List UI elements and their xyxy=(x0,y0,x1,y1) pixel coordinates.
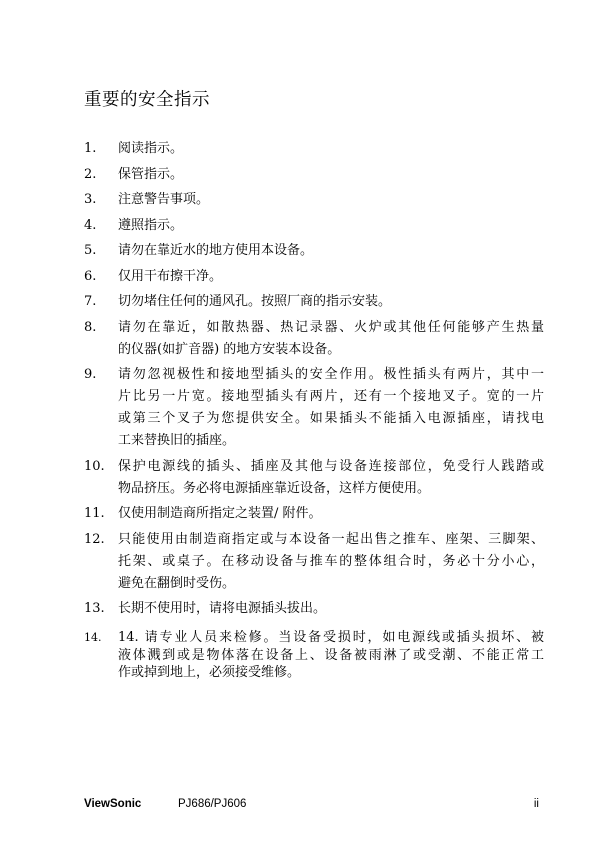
footer-brand: ViewSonic xyxy=(84,798,142,810)
list-item xyxy=(84,189,544,211)
item-number: 10. xyxy=(84,458,105,474)
list-item xyxy=(84,364,544,452)
item-text xyxy=(118,240,544,262)
list-item xyxy=(84,266,544,288)
list-item xyxy=(84,291,544,313)
item-number: 12. xyxy=(84,531,105,547)
list-item xyxy=(84,164,544,186)
item-text-line: 请勿忽视极性和接地型插头的安全作用。极性插头有两片，其中一 xyxy=(118,367,544,382)
item-number: 5. xyxy=(84,243,97,258)
item-text xyxy=(118,164,544,186)
item-text xyxy=(118,215,544,237)
item-number: 6. xyxy=(84,268,97,284)
item-text-line: 托架、或桌子。在移动设备与推车的整体组合时，务必十分小心， xyxy=(118,553,544,569)
list-item xyxy=(84,598,544,620)
item-text-line: 仅使用制造商所指定之装置/ 附件。 xyxy=(118,506,322,521)
page-footer xyxy=(84,798,539,814)
item-text xyxy=(118,529,544,595)
item-text xyxy=(118,629,544,682)
list-item xyxy=(84,503,544,525)
item-text-line: 或第三个叉子为您提供安全。如果插头不能插入电源插座，请找电 xyxy=(118,411,544,426)
item-text-line: 仅用干布擦干净。 xyxy=(118,268,223,284)
page-number: ii xyxy=(533,798,539,810)
item-number: 4. xyxy=(84,217,97,233)
item-number: 9. xyxy=(84,367,97,382)
list-item xyxy=(84,215,544,237)
safety-instruction-list xyxy=(84,138,544,685)
item-number: 14. xyxy=(84,631,102,644)
item-text xyxy=(118,503,544,525)
item-text-line: 14. 请专业人员来检修。当设备受损时，如电源线或插头损坏、被 xyxy=(118,630,544,645)
item-number: 2. xyxy=(84,166,97,182)
item-text-line: 工来替换旧的插座。 xyxy=(118,433,236,448)
item-text-line: 请勿在靠近水的地方使用本设备。 xyxy=(118,243,314,258)
item-text xyxy=(118,456,544,500)
item-text-line: 长期不使用时，请将电源插头拔出。 xyxy=(118,601,327,616)
item-text-line: 阅读指示。 xyxy=(118,141,184,156)
item-number: 3. xyxy=(84,192,97,207)
item-text-line: 片比另一片宽。接地型插头有两片，还有一个接地叉子。宽的一片 xyxy=(118,389,544,404)
item-text xyxy=(118,317,544,361)
item-text xyxy=(118,364,544,452)
item-text-line: 遵照指示。 xyxy=(118,217,184,233)
item-text-line: 注意警告事项。 xyxy=(118,192,210,207)
footer-model: PJ686/PJ606 xyxy=(178,798,247,810)
item-text-line: 保管指示。 xyxy=(118,166,184,182)
item-text-line: 液体溅到或是物体落在设备上、设备被雨淋了或受潮、不能正常工 xyxy=(118,647,544,663)
item-text-line: 请勿在靠近，如散热器、热记录器、火炉或其他任何能够产生热量 xyxy=(118,319,544,335)
item-text-line: 物品挤压。务必将电源插座靠近设备，这样方便使用。 xyxy=(118,480,431,496)
list-item xyxy=(84,317,544,361)
item-number: 1. xyxy=(84,141,97,156)
item-text xyxy=(118,138,544,160)
item-text-line: 切勿堵住任何的通风孔。按照厂商的指示安装。 xyxy=(118,294,392,309)
list-item xyxy=(84,456,544,500)
list-item xyxy=(84,629,544,682)
item-number: 8. xyxy=(84,319,97,335)
list-item xyxy=(84,529,544,595)
item-number: 11. xyxy=(84,506,105,521)
item-text-line: 只能使用由制造商指定或与本设备一起出售之推车、座架、三脚架、 xyxy=(118,531,544,547)
item-text xyxy=(118,266,544,288)
item-text-line: 作或掉到地上，必须接受维修。 xyxy=(118,665,301,680)
item-text-line: 保护电源线的插头、插座及其他与设备连接部位，免受行人践踏或 xyxy=(118,458,544,474)
list-item xyxy=(84,138,544,160)
item-number: 13. xyxy=(84,601,105,616)
item-text xyxy=(118,189,544,211)
page-title: 重要的安全指示 xyxy=(84,90,210,110)
item-text-line: 避免在翻倒时受伤。 xyxy=(118,575,236,591)
item-number: 7. xyxy=(84,294,97,309)
item-text xyxy=(118,291,544,313)
item-text xyxy=(118,598,544,620)
item-text-line: 的仪器(如扩音器) 的地方安装本设备。 xyxy=(118,341,341,357)
list-item xyxy=(84,240,544,262)
